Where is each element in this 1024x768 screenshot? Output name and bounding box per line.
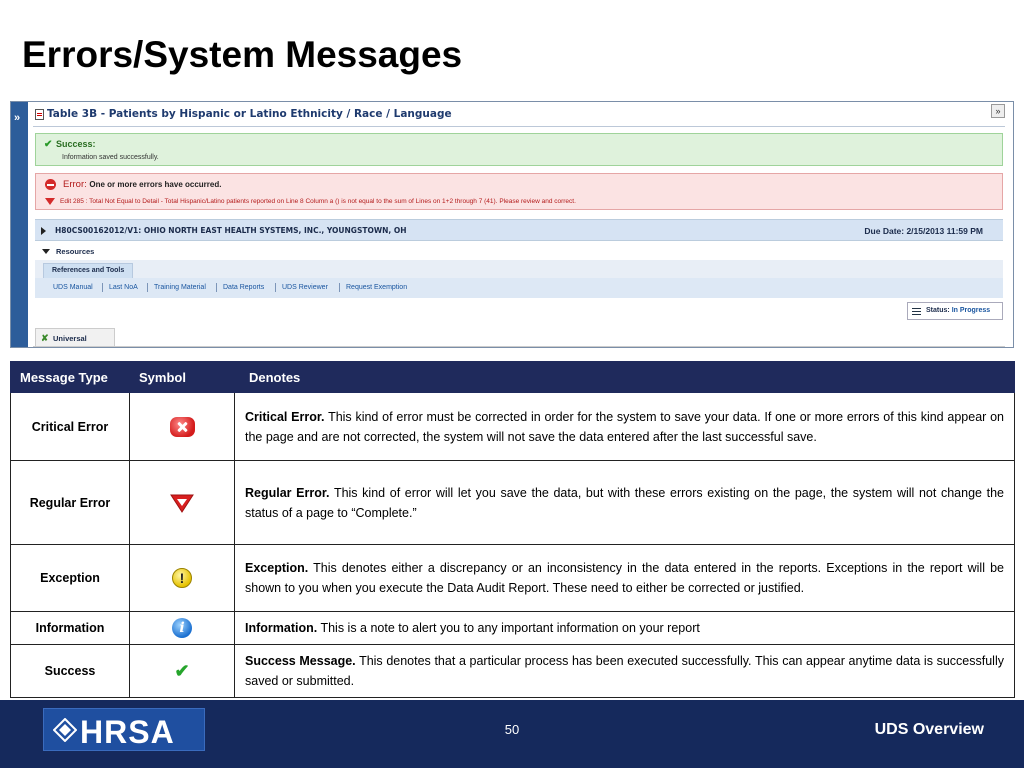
symbol-cell [130,612,235,645]
embedded-screenshot [10,101,1014,348]
denotes-cell [235,545,1015,612]
error-message-box [35,173,1003,210]
resource-links [35,278,1003,298]
denotes-text: This is a note to alert you to any important information on your report [317,621,700,635]
message-type: Regular Error [11,461,130,545]
success-icon: ✔ [174,660,190,681]
tab-references-and-tools[interactable]: References and Tools [43,263,133,278]
message-type: Critical Error [11,393,130,461]
tab-universal[interactable] [35,328,115,348]
expand-arrow-icon[interactable] [41,227,46,235]
link-separator [216,283,217,292]
symbol-cell [130,461,235,545]
table-heading [35,108,452,120]
denotes-cell [235,612,1015,645]
status-indicator [907,302,1003,320]
success-title: Success: [56,139,96,149]
message-type: Success [11,645,130,698]
logo-text: HRSA [80,714,175,750]
table-row [11,545,1015,612]
header-symbol: Symbol [130,362,235,393]
table-title: Table 3B - Patients by Hispanic or Latino Ethnicity / Race / Language [47,108,452,120]
denotes-term: Success Message. [245,654,356,668]
collapse-button[interactable]: » [991,104,1005,118]
link-uds-manual[interactable]: UDS Manual [53,284,93,291]
error-circle-icon [45,179,56,190]
status-text [926,307,990,314]
success-message-box [35,133,1003,166]
denotes-term: Critical Error. [245,409,325,424]
denotes-text: This kind of error will let you save the data, but with these errors existing on the page, the system will not change the status of a page to “Complete.” [245,485,1004,520]
link-training-material[interactable]: Training Material [154,284,206,291]
exception-icon: ! [172,568,192,588]
denotes-term: Information. [245,621,318,635]
link-separator [147,283,148,292]
table-header-row [11,362,1015,393]
resources-row[interactable] [35,243,1003,261]
status-value: In Progress [951,307,991,314]
success-message: Information saved successfully. [62,154,159,161]
left-rail[interactable] [11,102,28,347]
header-denotes: Denotes [235,362,1015,393]
page-number: 50 [504,722,520,737]
header-message-type: Message Type [11,362,130,393]
denotes-text: This denotes either a discrepancy or an inconsistency in the data entered in the reports. Exceptions in the report will be shown to you when you execute the Data Audit Report. These need to either be corrected or justified. [245,561,1004,595]
slide-title: Errors/System Messages [22,34,463,75]
divider [33,346,1005,347]
denotes-term: Exception. [245,561,309,575]
symbol-cell [130,545,235,612]
divider [33,126,1005,127]
footer [0,700,1024,768]
link-separator [339,283,340,292]
table-row [11,461,1015,545]
table-row [11,612,1015,645]
message-type: Information [11,612,130,645]
link-uds-reviewer[interactable]: UDS Reviewer [282,284,328,291]
critical-error-icon [170,417,195,437]
error-label: Error: [63,179,87,190]
due-date: Due Date: 2/15/2013 11:59 PM [864,226,983,236]
status-label: Status: [926,307,950,314]
message-type: Exception [11,545,130,612]
symbol-cell [130,645,235,698]
denotes-cell [235,393,1015,461]
link-data-reports[interactable]: Data Reports [223,284,265,291]
expand-rail-icon[interactable]: » [14,112,21,124]
resources-tab-strip [35,260,1003,278]
denotes-term: Regular Error. [245,485,330,500]
error-heading [63,179,221,190]
message-legend-table [10,361,1015,698]
link-request-exemption[interactable]: Request Exemption [346,284,408,291]
grant-bar[interactable] [35,219,1003,241]
information-icon: i [172,618,192,638]
denotes-cell [235,645,1015,698]
denotes-text: This denotes that a particular process has been executed successfully. This can appear anytime data is successfully saved or submitted. [245,654,1004,688]
error-title: One or more errors have occurred. [89,180,222,189]
table-row [11,393,1015,461]
list-icon [912,308,921,315]
resources-label[interactable]: Resources [56,247,95,256]
universal-tab-icon: ✘ [41,333,49,343]
grant-title: H80CS00162012/V1: OHIO NORTH EAST HEALTH SYSTEMS, INC., YOUNGSTOWN, OH [55,226,407,235]
link-separator [102,283,103,292]
checkmark-icon: ✔ [44,139,53,150]
regular-error-icon [170,493,194,513]
denotes-text: This kind of error must be corrected in order for the system to save your data. If one or more errors of this kind appear on the page and are not corrected, the system will not save the data entered after the last successful save. [245,409,1005,444]
collapse-arrow-icon[interactable] [42,249,50,254]
document-icon [35,109,44,120]
error-detail: Edit 285 : Total Not Equal to Detail - Total Hispanic/Latino patients reported on Line 8 Column a () is not equal to the sum of Lines on 1+2 through 7 (41). Please review and correct. [60,198,576,205]
screenshot-content [33,102,1005,347]
warning-triangle-icon [45,198,55,205]
universal-tab-label: Universal [53,334,87,343]
link-separator [275,283,276,292]
link-last-noa[interactable]: Last NoA [109,284,138,291]
denotes-cell [235,461,1015,545]
table-row [11,645,1015,698]
footer-title: UDS Overview [874,721,984,738]
symbol-cell [130,393,235,461]
